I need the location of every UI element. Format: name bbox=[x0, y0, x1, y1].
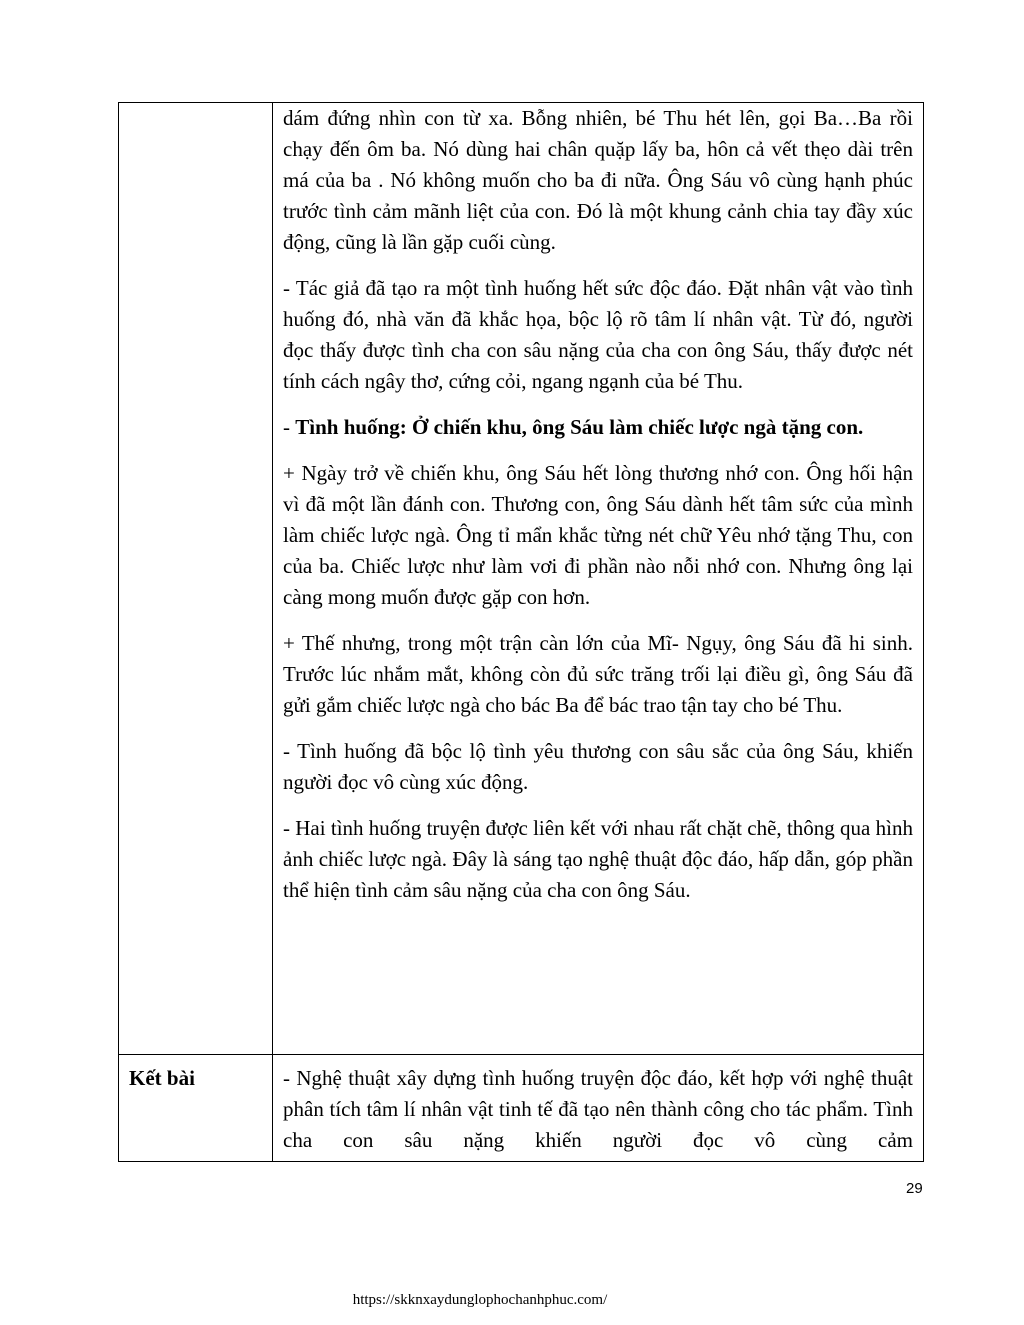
section-label-cell bbox=[119, 103, 273, 1055]
heading-bold-text: Tình huống: Ở chiến khu, ông Sáu làm chiếc lược ngà tặng con. bbox=[295, 415, 864, 439]
paragraph: - Tác giả đã tạo ra một tình huống hết sức độc đáo. Đặt nhân vật vào tình huống đó, nhà văn đã khắc họa, bộc lộ rõ tâm lí nhân vật. Từ đó, người đọc thấy được tình cha con sâu nặng của cha con ông Sáu, thấy được nét tính cách ngây thơ, cứng cỏi, ngang ngạnh của bé Thu. bbox=[283, 276, 913, 393]
section-label-cell bbox=[119, 1055, 273, 1162]
paragraph: dám đứng nhìn con từ xa. Bỗng nhiên, bé Thu hét lên, gọi Ba…Ba rồi chạy đến ôm ba. Nó dùng hai chân quặp lấy ba, hôn cả vết thẹo dài trên má của ba . Nó không muốn cho ba đi nữa. Ông Sáu vô cùng hạnh phúc trước tình cảm mãnh liệt của con. Đó là một khung cảnh chia tay đầy xúc động, cũng là lần gặp cuối cùng. bbox=[283, 106, 913, 254]
table-row bbox=[119, 103, 924, 1055]
section-content-cell bbox=[273, 1055, 924, 1162]
paragraph-heading bbox=[283, 412, 913, 443]
paragraph: - Nghệ thuật xây dựng tình huống truyện độc đáo, kết hợp với nghệ thuật phân tích tâm lí nhân vật tinh tế đã tạo nên thành công cho tác phẩm. Tình cha con sâu nặng khiến người đọc vô cùng cảm bbox=[283, 1066, 913, 1152]
table-row bbox=[119, 1055, 924, 1162]
paragraph: + Ngày trở về chiến khu, ông Sáu hết lòng thương nhớ con. Ông hối hận vì đã một lần đánh con. Thương con, ông Sáu dành hết tâm sức của mình làm chiếc lược ngà. Ông tỉ mẩn khắc từng nét chữ Yêu nhớ tặng Thu, con của ba. Chiếc lược như làm vơi đi phần nào nỗi nhớ con. Nhưng ông lại càng mong muốn được gặp con hơn. bbox=[283, 461, 913, 609]
paragraph: - Hai tình huống truyện được liên kết với nhau rất chặt chẽ, thông qua hình ảnh chiếc lược ngà. Đây là sáng tạo nghệ thuật độc đáo, hấp dẫn, góp phần thể hiện tình cảm sâu nặng của cha con ông Sáu. bbox=[283, 816, 913, 902]
page-number: 29 bbox=[906, 1180, 923, 1197]
paragraph: + Thế nhưng, trong một trận càn lớn của Mĩ- Ngụy, ông Sáu đã hi sinh. Trước lúc nhắm mắt, không còn đủ sức trăng trối lại điều gì, ông Sáu đã gửi gắm chiếc lược ngà cho bác Ba để bác trao tận tay cho bé Thu. bbox=[283, 631, 913, 717]
section-content-cell bbox=[273, 103, 924, 1055]
section-label: Kết bài bbox=[129, 1066, 195, 1090]
paragraph: - Tình huống đã bộc lộ tình yêu thương con sâu sắc của ông Sáu, khiến người đọc vô cùng xúc động. bbox=[283, 739, 913, 794]
footer-url: https://skknxaydunglophochanhphuc.com/ bbox=[352, 1292, 608, 1308]
content-table bbox=[118, 102, 924, 1162]
footer bbox=[0, 1292, 1024, 1309]
heading-prefix: - bbox=[283, 415, 296, 439]
